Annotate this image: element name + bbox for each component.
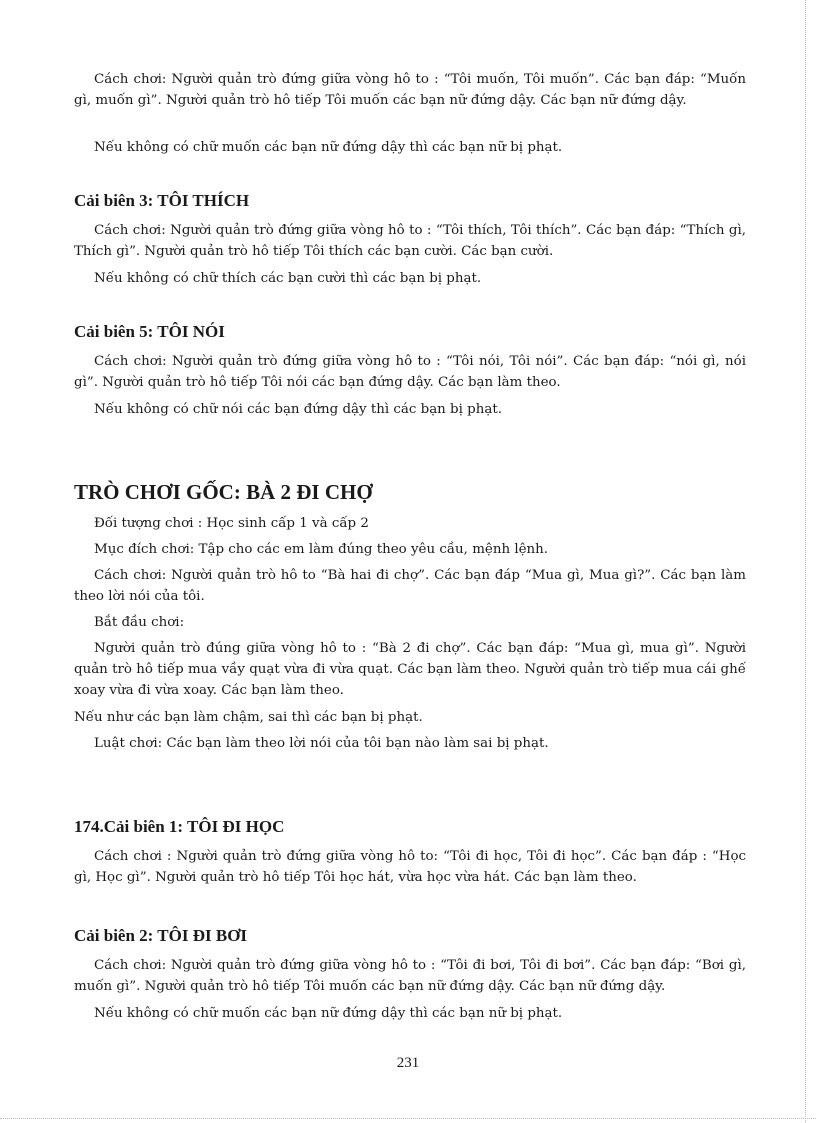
page-number: 231 bbox=[396, 1055, 420, 1071]
heading-prefix: Cải biên 3: bbox=[74, 191, 158, 210]
paragraph: Cách chơi: Người quản trò đứng giữa vòng hô to : “Tôi đi bơi, Tôi đi bơi”. Các bạn đáp: “Bơi gì, muốn gì”. Người quản trò hô tiếp Tôi muốn các bạn nữ đứng dậy. Các bạn nữ đứng dậy. bbox=[74, 958, 746, 994]
section-heading bbox=[74, 191, 249, 211]
paragraph: Cách chơi: Người quản trò hô to “Bà hai đi chợ”. Các bạn đáp “Mua gì, Mua gì?”. Các bạn làm theo lời nói của tôi. bbox=[74, 568, 746, 604]
heading-title: TÔI ĐI HỌC bbox=[187, 817, 285, 836]
heading-title: TÔI THÍCH bbox=[157, 191, 250, 210]
paragraph: Bắt đầu chơi: bbox=[94, 615, 185, 630]
paragraph: Nếu như các bạn làm chậm, sai thì các bạn bị phạt. bbox=[74, 710, 423, 725]
paragraph: Nếu không có chữ muốn các bạn nữ đứng dậy thì các bạn nữ bị phạt. bbox=[94, 1006, 563, 1021]
page-border-bottom bbox=[0, 1118, 816, 1119]
section-heading bbox=[74, 817, 284, 837]
game-title bbox=[74, 480, 373, 505]
heading-prefix: 174.Cải biên 1: bbox=[74, 817, 188, 836]
section-heading bbox=[74, 926, 247, 946]
heading-title: TÔI NÓI bbox=[157, 322, 225, 341]
section-heading bbox=[74, 322, 225, 342]
paragraph: Nếu không có chữ muốn các bạn nữ đứng dậy thì các bạn nữ bị phạt. bbox=[94, 140, 563, 155]
paragraph: Cách chơi: Người quản trò đứng giữa vòng hô to : “Tôi muốn, Tôi muốn”. Các bạn đáp: “Muốn gì, muốn gì”. Người quản trò hô tiếp Tôi muốn các bạn nữ đứng dậy. Các bạn nữ đứng dậy. bbox=[74, 72, 746, 108]
paragraph: Luật chơi: Các bạn làm theo lời nói của tôi bạn nào làm sai bị phạt. bbox=[94, 736, 549, 751]
game-title-prefix: TRÒ CHƠI GỐC: bbox=[74, 480, 247, 504]
paragraph: Đối tượng chơi : Học sinh cấp 1 và cấp 2 bbox=[94, 516, 369, 531]
paragraph: Nếu không có chữ nói các bạn đứng dậy thì các bạn bị phạt. bbox=[94, 402, 502, 417]
paragraph: Cách chơi: Người quản trò đứng giữa vòng hô to : “Tôi thích, Tôi thích”. Các bạn đáp: “Thích gì, Thích gì”. Người quản trò hô tiếp Tôi thích các bạn cười. Các bạn cười. bbox=[74, 223, 746, 259]
paragraph: Cách chơi: Người quản trò đứng giữa vòng hô to : “Tôi nói, Tôi nói”. Các bạn đáp: “nói gì, nói gì”. Người quản trò hô tiếp Tôi nói các bạn đứng dậy. Các bạn làm theo. bbox=[74, 354, 746, 390]
paragraph: Mục đích chơi: Tập cho các em làm đúng theo yêu cầu, mệnh lệnh. bbox=[94, 542, 549, 557]
heading-prefix: Cải biên 5: bbox=[74, 322, 158, 341]
paragraph: Nếu không có chữ thích các bạn cười thì các bạn bị phạt. bbox=[94, 271, 482, 286]
paragraph: Người quản trò đúng giữa vòng hô to : “Bà 2 đi chợ”. Các bạn đáp: “Mua gì, mua gì”. Người quản trò hô tiếp mua vầy quạt vừa đi vừa quạt. Các bạn làm theo. Người quản trò tiếp mua cái ghế xoay vừa đi vừa xoay. Các bạn làm theo. bbox=[74, 641, 746, 698]
page-border-right bbox=[805, 0, 806, 1123]
heading-title: TÔI ĐI BƠI bbox=[157, 926, 248, 945]
paragraph: Cách chơi : Người quản trò đứng giữa vòng hô to: “Tôi đi học, Tôi đi học”. Các bạn đáp : “Học gì, Học gì”. Người quản trò hô tiếp Tôi học hát, vừa học vừa hát. Các bạn làm theo. bbox=[74, 849, 746, 885]
game-title-name: BÀ 2 ĐI CHỢ bbox=[246, 480, 373, 504]
heading-prefix: Cải biên 2: bbox=[74, 926, 158, 945]
